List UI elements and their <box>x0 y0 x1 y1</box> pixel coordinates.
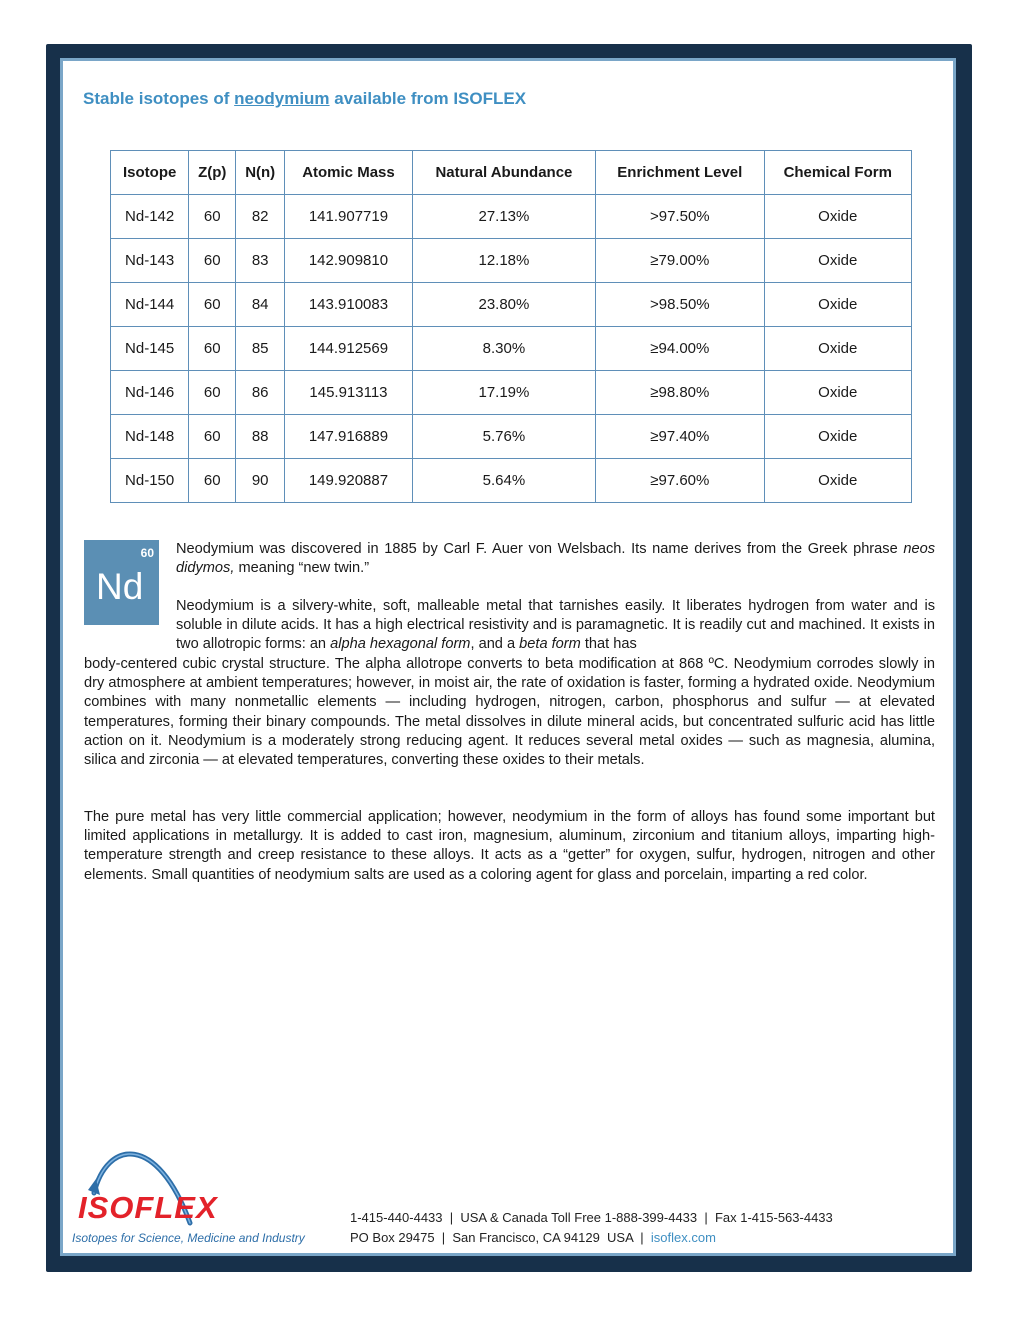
column-header: Atomic Mass <box>285 151 413 195</box>
table-cell: 27.13% <box>412 195 595 239</box>
table-cell: Nd-144 <box>111 283 189 327</box>
column-header: Chemical Form <box>764 151 912 195</box>
table-cell: 17.19% <box>412 371 595 415</box>
logo-wordmark: ISOFLEX <box>78 1190 218 1225</box>
table-cell: Oxide <box>764 239 912 283</box>
paragraph2-italic-beta: beta form <box>519 636 581 653</box>
paragraph2-text-b: , and a <box>470 636 520 653</box>
table-cell: 5.76% <box>412 415 595 459</box>
table-cell: 145.913113 <box>285 371 413 415</box>
table-cell: Oxide <box>764 327 912 371</box>
table-row <box>111 371 912 415</box>
table-cell: ≥94.00% <box>596 327 764 371</box>
table-cell: 82 <box>236 195 285 239</box>
table-row <box>111 195 912 239</box>
table-cell: Oxide <box>764 459 912 503</box>
table-cell: 8.30% <box>412 327 595 371</box>
table-cell: 86 <box>236 371 285 415</box>
column-header: N(n) <box>236 151 285 195</box>
table-cell: >97.50% <box>596 195 764 239</box>
table-cell: ≥97.40% <box>596 415 764 459</box>
table-cell: 60 <box>189 239 236 283</box>
table-cell: 60 <box>189 327 236 371</box>
column-header: Z(p) <box>189 151 236 195</box>
table-row <box>111 239 912 283</box>
table-cell: ≥98.80% <box>596 371 764 415</box>
table-cell: 84 <box>236 283 285 327</box>
table-row <box>111 415 912 459</box>
table-cell: Oxide <box>764 371 912 415</box>
website-link[interactable]: isoflex.com <box>650 1230 716 1245</box>
title-prefix: Stable isotopes of <box>83 89 235 108</box>
table-cell: >98.50% <box>596 283 764 327</box>
paragraph-discovery <box>176 540 935 578</box>
neodymium-link[interactable]: neodymium <box>234 89 330 108</box>
paragraph1-text-b: meaning “new twin.” <box>234 560 370 577</box>
table-cell: 60 <box>189 283 236 327</box>
table-row <box>111 283 912 327</box>
table-cell: Oxide <box>764 415 912 459</box>
table-cell: Nd-142 <box>111 195 189 239</box>
contact-address: PO Box 29475 | San Francisco, CA 94129 USA | <box>350 1230 651 1245</box>
paragraph1-italic: neos didymos, <box>176 541 935 577</box>
table-cell: 60 <box>189 195 236 239</box>
table-cell: 149.920887 <box>285 459 413 503</box>
table-row <box>111 327 912 371</box>
column-header: Isotope <box>111 151 189 195</box>
paragraph2-text-a: Neodymium is a silvery-white, soft, malleable metal that tarnishes easily. It liberates hydrogen from water and is soluble in dilute acids. It has a high electrical resistivity and is paramagnetic. It is readily cut and machined. It exists in two allotropic forms: an <box>176 598 935 653</box>
title-suffix: available from ISOFLEX <box>329 89 527 108</box>
column-header: Natural Abundance <box>412 151 595 195</box>
table-cell: Oxide <box>764 195 912 239</box>
table-cell: 23.80% <box>412 283 595 327</box>
paragraph1-text-a: Neodymium was discovered in 1885 by Carl F. Auer von Welsbach. Its name derives from the Greek phrase <box>176 541 904 557</box>
table-cell: 90 <box>236 459 285 503</box>
table-cell: 5.64% <box>412 459 595 503</box>
table-cell: Nd-145 <box>111 327 189 371</box>
paragraph-applications: The pure metal has very little commercial application; however, neodymium in the form of alloys has found some important but limited applications in metallurgy. It is added to cast iron, magnesium, aluminum, zirconium and titanium alloys, imparting high-temperature strength and creep resistance to these alloys. It acts as a “getter” for oxygen, sulfur, hydrogen, nitrogen and other elements. Small quantities of neodymium salts are used as a coloring agent for glass and porcelain, imparting a red color. <box>84 809 935 883</box>
element-tile <box>84 540 159 625</box>
table-cell: 60 <box>189 371 236 415</box>
table-cell: 141.907719 <box>285 195 413 239</box>
table-cell: 60 <box>189 415 236 459</box>
paragraph-properties-rest: body-centered cubic crystal structure. The alpha allotrope converts to beta modification at 868 ºC. Neodymium corrodes slowly in dry atmosphere at ambient temperatures; however, in moist air, the rate of oxidation is faster, forming a hydrated oxide. Neodymium combines with many nonmetallic elements — including hydrogen, nitrogen, carbon, phosphorus and sulfur — at elevated temperatures, forming their binary compounds. The metal dissolves in dilute mineral acids, but concentrated sulfuric acid has little action on it. Neodymium is a moderately strong reducing agent. It reduces several metal oxides — such as magnesia, alumina, silica and zirconia — at elevated temperatures, converting these oxides to their metals. <box>84 656 935 769</box>
paragraph-properties-start <box>176 597 935 655</box>
logo-tagline: Isotopes for Science, Medicine and Industry <box>72 1231 305 1245</box>
table-cell: ≥79.00% <box>596 239 764 283</box>
table-cell: 143.910083 <box>285 283 413 327</box>
paragraph2-italic-alpha: alpha hexagonal form <box>330 636 471 653</box>
page-title <box>83 89 526 109</box>
paragraph2-text-c: that has <box>580 636 637 653</box>
table-cell: 144.912569 <box>285 327 413 371</box>
table-cell: Nd-148 <box>111 415 189 459</box>
table-cell: 88 <box>236 415 285 459</box>
element-symbol: Nd <box>96 566 144 607</box>
contact-phone-line: 1-415-440-4433 | USA & Canada Toll Free 1-888-399-4433 | Fax 1-415-563-4433 <box>350 1210 833 1225</box>
table-cell: 142.909810 <box>285 239 413 283</box>
table-cell: Nd-146 <box>111 371 189 415</box>
table-header-row <box>111 151 912 195</box>
table-cell: 60 <box>189 459 236 503</box>
table-cell: Nd-143 <box>111 239 189 283</box>
table-row <box>111 459 912 503</box>
table-cell: ≥97.60% <box>596 459 764 503</box>
contact-address-line <box>350 1230 716 1245</box>
table-cell: 85 <box>236 327 285 371</box>
table-cell: 12.18% <box>412 239 595 283</box>
atomic-number: 60 <box>140 546 154 560</box>
column-header: Enrichment Level <box>596 151 764 195</box>
isotope-table <box>110 150 912 503</box>
table-cell: 147.916889 <box>285 415 413 459</box>
table-cell: Oxide <box>764 283 912 327</box>
table-cell: 83 <box>236 239 285 283</box>
table-cell: Nd-150 <box>111 459 189 503</box>
